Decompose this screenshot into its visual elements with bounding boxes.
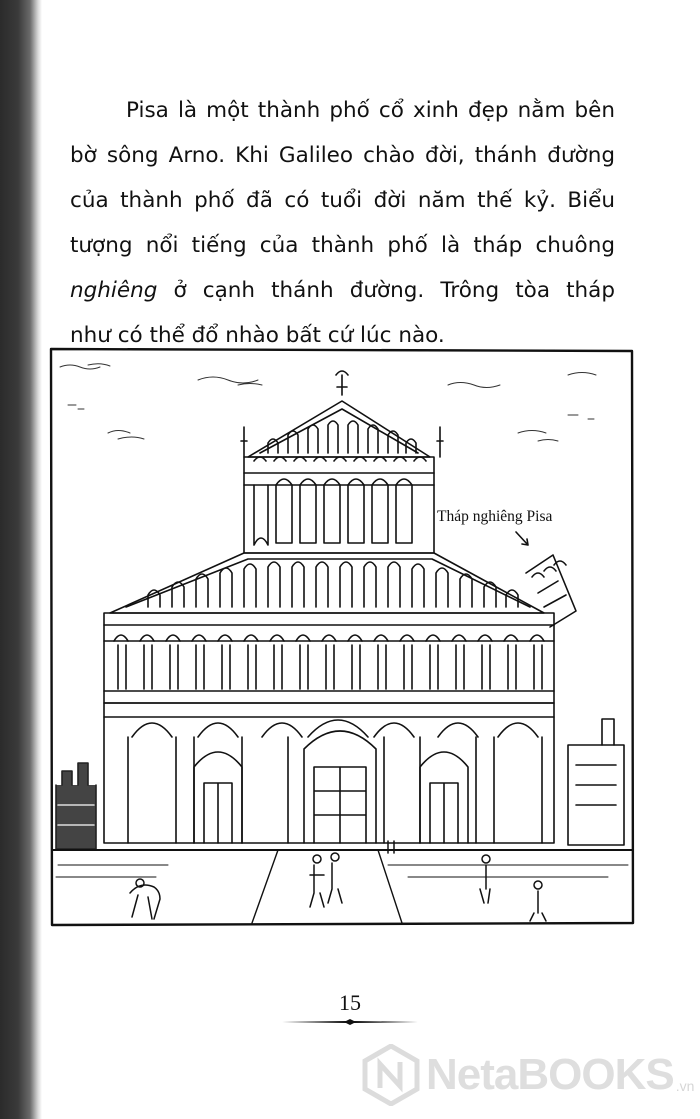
watermark-brand: NetaBOOKS xyxy=(426,1050,674,1099)
italic-word: nghiêng xyxy=(70,278,158,303)
page-number: 15 xyxy=(339,990,361,1015)
n-logo-icon xyxy=(362,1044,420,1106)
paragraph-line: tượng nổi tiếng của thành phố là tháp chuông xyxy=(70,233,615,258)
figure-caption: Tháp nghiêng Pisa xyxy=(437,508,553,525)
page-ornament-divider xyxy=(280,1018,420,1026)
paragraph-line-rest: ở cạnh thánh đường. Trông tòa tháp xyxy=(157,278,615,303)
paragraph-line: của thành phố đã có tuổi đời năm thế kỷ. Biểu xyxy=(70,188,615,213)
paragraph-line xyxy=(70,268,615,313)
body-paragraph xyxy=(70,88,615,358)
page-binding-edge xyxy=(0,0,42,1119)
watermark-tld: .vn xyxy=(675,1078,695,1094)
cathedral-illustration xyxy=(48,345,636,927)
paragraph-line: bờ sông Arno. Khi Galileo chào đời, thánh đường xyxy=(70,143,615,168)
paragraph-line: Pisa là một thành phố cổ xinh đẹp nằm bên xyxy=(126,98,615,123)
paragraph-line: như có thể đổ nhào bất cứ lúc nào. xyxy=(70,323,445,348)
watermark xyxy=(362,1040,694,1110)
